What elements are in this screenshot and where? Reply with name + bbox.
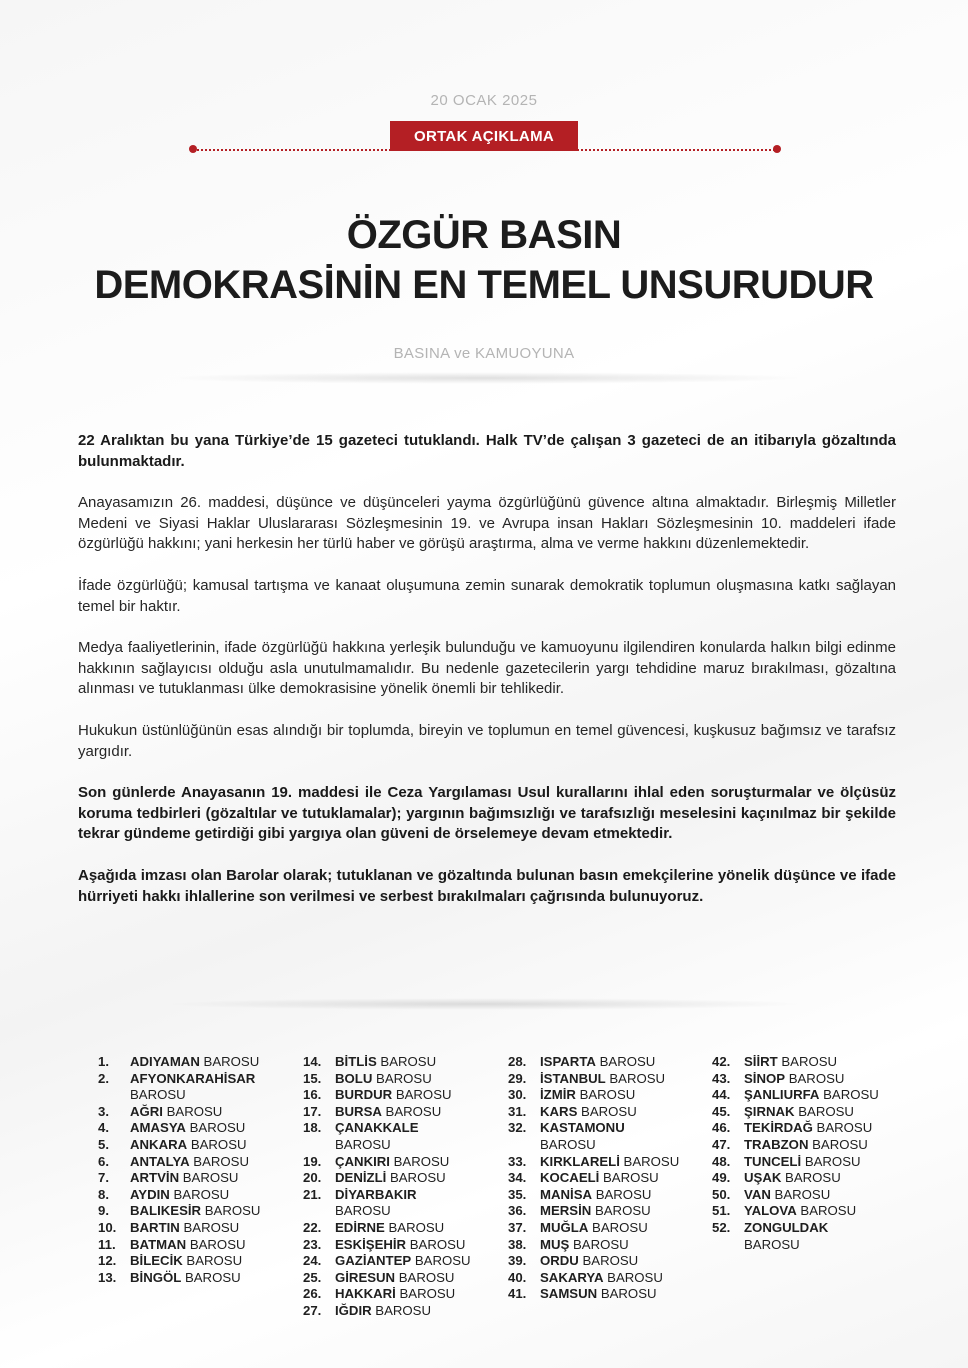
bar-label (130, 1270, 270, 1287)
bar-label (335, 1170, 475, 1187)
bar-list-item (508, 1071, 680, 1088)
bar-label (540, 1170, 680, 1187)
bar-number: 21. (303, 1186, 322, 1202)
bar-list-item (712, 1170, 884, 1187)
bar-number: 23. (303, 1236, 322, 1252)
divider-dot-right (773, 145, 781, 153)
bar-name: HAKKARİ (335, 1286, 396, 1302)
bar-name: BURDUR (335, 1087, 393, 1103)
bar-number: 15. (303, 1070, 322, 1086)
bar-suffix: BAROSU (794, 1103, 854, 1119)
bar-name: SİNOP (744, 1070, 786, 1086)
bar-number: 43. (712, 1070, 731, 1086)
bar-list-item (303, 1303, 475, 1320)
bar-label (335, 1154, 475, 1171)
bar-name: ISPARTA (540, 1054, 596, 1069)
divider-shadow-top (160, 372, 808, 384)
bar-number: 12. (98, 1253, 117, 1269)
bar-label (744, 1187, 884, 1204)
bar-suffix: BAROSU (335, 1136, 391, 1152)
bar-suffix: BAROSU (179, 1219, 240, 1235)
subtitle: BASINA ve KAMUOYUNA (393, 345, 575, 362)
bar-suffix: BAROSU (540, 1136, 596, 1152)
bar-suffix: BAROSU (395, 1286, 456, 1302)
bar-suffix: BAROSU (179, 1170, 239, 1186)
bar-label (335, 1054, 475, 1071)
bar-list-item (712, 1187, 884, 1204)
bar-list-column-4 (712, 1054, 884, 1253)
bar-number: 34. (508, 1170, 527, 1186)
bar-number: 32. (508, 1120, 527, 1136)
bar-suffix: BAROSU (201, 1203, 261, 1219)
bar-number: 41. (508, 1286, 527, 1302)
bar-number: 36. (508, 1203, 527, 1219)
bar-list-item (712, 1071, 884, 1088)
bar-name: İZMİR (540, 1087, 576, 1103)
bar-number: 24. (303, 1253, 322, 1269)
bar-name: ÇANKIRI (335, 1153, 390, 1169)
bar-suffix: BAROSU (386, 1170, 446, 1186)
date: 20 OCAK 2025 (430, 92, 538, 109)
bar-list-item (508, 1237, 680, 1254)
bar-label (540, 1286, 680, 1303)
bar-suffix: BAROSU (785, 1070, 845, 1086)
bar-number: 48. (712, 1153, 731, 1169)
bar-suffix: BAROSU (372, 1070, 432, 1086)
bar-list-item (712, 1104, 884, 1121)
bar-list-item (508, 1087, 680, 1104)
bar-suffix: BAROSU (777, 1054, 838, 1069)
bar-suffix: BAROSU (181, 1269, 241, 1285)
bar-label (744, 1203, 884, 1220)
bar-name: BALIKESİR (130, 1203, 202, 1219)
bar-name: SAMSUN (540, 1286, 598, 1302)
bar-label (744, 1087, 884, 1104)
bar-name: İSTANBUL (540, 1070, 606, 1086)
bar-list-item (303, 1054, 475, 1071)
bar-number: 13. (98, 1269, 117, 1285)
bar-list-column-2 (303, 1054, 475, 1320)
bar-list-item (98, 1187, 270, 1204)
bar-name: ŞANLIURFA (744, 1087, 820, 1103)
bar-suffix: BAROSU (389, 1153, 450, 1169)
bar-list-item (98, 1120, 270, 1137)
bar-number: 11. (98, 1236, 116, 1252)
bar-number: 42. (712, 1054, 731, 1069)
bar-name: AMASYA (130, 1120, 186, 1136)
bar-name: UŞAK (744, 1170, 782, 1186)
paragraph: Son günlerde Anayasanın 19. maddesi ile Ceza Yargılaması Usul kurallarını ihlal eden soruşturmalar ve ölçüsüz koruma tedbirleri (gözaltılar ve tutuklamalar); yargının bağımsızlığı ve tarafsızlığı meselesini kaçınılmaz bir şekilde tekrar gündeme getirdiği gibi yargıya olan güveni de örselemeye devam etmektedir. (78, 784, 896, 843)
bar-suffix: BAROSU (605, 1070, 666, 1086)
bar-number: 40. (508, 1269, 527, 1285)
bar-list-item (98, 1104, 270, 1121)
bar-number: 28. (508, 1054, 527, 1069)
title-line-2: DEMOKRASİNİN EN TEMEL UNSURUDUR (94, 263, 874, 307)
paragraph: İfade özgürlüğü; kamusal tartışma ve kanaat oluşumuna zemin sunarak demokratik toplumun oluşmasına katkı sağlayan temel bir haktır. (78, 576, 896, 615)
bar-number: 49. (712, 1170, 731, 1186)
bar-number: 18. (303, 1120, 322, 1136)
bar-label (335, 1087, 475, 1104)
bar-label (130, 1120, 270, 1137)
bar-label (335, 1286, 475, 1303)
bar-number: 39. (508, 1253, 527, 1269)
bar-name: BURSA (335, 1103, 382, 1119)
bar-number: 4. (98, 1120, 109, 1136)
bar-number: 44. (712, 1087, 731, 1103)
bar-name: BARTIN (130, 1219, 180, 1235)
bar-name: ARTVİN (130, 1170, 180, 1186)
bar-name: ADIYAMAN (130, 1054, 200, 1069)
bar-label (335, 1237, 475, 1254)
bar-list-item (712, 1120, 884, 1137)
bar-number: 8. (98, 1186, 109, 1202)
bar-label (335, 1253, 475, 1270)
bar-label (540, 1253, 680, 1270)
bar-list-item (303, 1270, 475, 1287)
bar-name: BİLECİK (130, 1253, 183, 1269)
bar-list-item (98, 1170, 270, 1187)
bar-label (130, 1054, 270, 1071)
bar-list-item (712, 1087, 884, 1104)
bar-list-item (98, 1137, 270, 1154)
bar-label (540, 1203, 680, 1220)
bar-label (130, 1237, 270, 1254)
bar-number: 19. (303, 1153, 322, 1169)
bar-suffix: BAROSU (578, 1253, 639, 1269)
bar-name: GİRESUN (335, 1269, 396, 1285)
bar-number: 30. (508, 1087, 527, 1103)
bar-name: MUŞ (540, 1236, 570, 1252)
bar-list-item (98, 1154, 270, 1171)
bar-list-item (303, 1170, 475, 1187)
bar-name: AĞRI (130, 1103, 163, 1119)
bar-number: 10. (98, 1219, 117, 1235)
bar-label (540, 1071, 680, 1088)
bar-label (540, 1087, 680, 1104)
bar-name: MUĞLA (540, 1219, 589, 1235)
bar-name: ORDU (540, 1253, 579, 1269)
bar-list-item (98, 1220, 270, 1237)
bar-label (744, 1170, 884, 1187)
bar-label (540, 1220, 680, 1237)
bar-list-item (508, 1154, 680, 1171)
bar-label (130, 1187, 270, 1204)
bar-name: EDİRNE (335, 1219, 385, 1235)
bar-number: 51. (712, 1203, 731, 1219)
bar-label (744, 1154, 884, 1171)
bar-number: 45. (712, 1103, 731, 1119)
bar-suffix: BAROSU (599, 1170, 659, 1186)
bar-list-item (712, 1220, 884, 1253)
bar-number: 20. (303, 1170, 322, 1186)
bar-label (540, 1237, 680, 1254)
bar-list-item (712, 1054, 884, 1071)
bar-name: BİTLİS (335, 1054, 377, 1069)
bar-list-item (303, 1286, 475, 1303)
statement-body (78, 431, 896, 928)
bar-name: TEKİRDAĞ (744, 1120, 813, 1136)
bar-label (130, 1253, 270, 1270)
paragraph: 22 Aralıktan bu yana Türkiye’de 15 gazeteci tutuklandı. Halk TV’de çalışan 3 gazeteci de an itibarıyla gözaltında bulunmaktadır. (78, 432, 896, 470)
bar-suffix: BAROSU (335, 1203, 391, 1219)
bar-name: ANTALYA (130, 1153, 190, 1169)
bar-name: BATMAN (130, 1236, 187, 1252)
bar-label (335, 1187, 475, 1220)
bar-suffix: BAROSU (819, 1087, 879, 1103)
bar-list-item (508, 1054, 680, 1071)
bar-name: MERSİN (540, 1203, 592, 1219)
bar-list-item (508, 1170, 680, 1187)
bar-label (744, 1137, 884, 1154)
joint-statement-badge: ORTAK AÇIKLAMA (390, 121, 578, 151)
bar-label (130, 1071, 270, 1104)
bar-label (335, 1120, 475, 1153)
bar-suffix: BAROSU (376, 1054, 437, 1069)
bar-name: MANİSA (540, 1186, 593, 1202)
paragraph: Aşağıda imzası olan Barolar olarak; tutuklanan ve gözaltında bulunan basın emekçilerine yönelik düşünce ve ifade hürriyeti hakkı ihlallerine son verilmesi ve serbest bırakılmaları çağrısında bulunuyoruz. (78, 866, 896, 905)
title-line-1: ÖZGÜR BASIN (346, 213, 622, 257)
page-title (0, 210, 968, 310)
divider-shadow-bottom (160, 998, 808, 1010)
bar-name: BOLU (335, 1070, 373, 1086)
bar-number: 37. (508, 1219, 527, 1235)
bar-list-item (508, 1187, 680, 1204)
bar-name: SAKARYA (540, 1269, 604, 1285)
bar-label (744, 1071, 884, 1088)
bar-list-item (303, 1253, 475, 1270)
bar-suffix: BAROSU (189, 1153, 249, 1169)
bar-list-item (303, 1187, 475, 1220)
bar-label (130, 1137, 270, 1154)
bar-number: 50. (712, 1186, 731, 1202)
bar-suffix: BAROSU (187, 1136, 247, 1152)
bar-number: 16. (303, 1087, 322, 1103)
bar-suffix: BAROSU (569, 1236, 629, 1252)
bar-name: AFYONKARAHİSAR (130, 1070, 256, 1086)
bar-label (540, 1104, 680, 1121)
bar-name: TUNCELİ (744, 1153, 802, 1169)
bar-list-item (712, 1137, 884, 1154)
bar-label (335, 1071, 475, 1088)
bar-number: 3. (98, 1103, 109, 1119)
bar-label (540, 1054, 680, 1071)
bar-list-item (303, 1237, 475, 1254)
bar-number: 6. (98, 1153, 109, 1169)
bar-suffix: BAROSU (411, 1253, 471, 1269)
bar-suffix: BAROSU (744, 1236, 800, 1252)
bar-name: DENİZLİ (335, 1170, 387, 1186)
bar-name: KASTAMONU (540, 1120, 625, 1136)
bar-name: VAN (744, 1186, 771, 1202)
bar-number: 5. (98, 1136, 109, 1152)
bar-suffix: BAROSU (162, 1103, 223, 1119)
bar-suffix: BAROSU (577, 1103, 637, 1119)
bar-suffix: BAROSU (603, 1269, 663, 1285)
bar-list-item (508, 1203, 680, 1220)
bar-list-item (712, 1203, 884, 1220)
bar-list-item (508, 1220, 680, 1237)
bar-suffix: BAROSU (781, 1170, 841, 1186)
bar-suffix: BAROSU (597, 1286, 657, 1302)
bar-label (744, 1120, 884, 1137)
bar-list-item (98, 1054, 270, 1071)
bar-number: 46. (712, 1120, 731, 1136)
bar-number: 2. (98, 1070, 109, 1086)
bar-list-item (98, 1071, 270, 1104)
bar-label (744, 1220, 884, 1253)
bar-list-column-3 (508, 1054, 680, 1303)
bar-list-item (303, 1104, 475, 1121)
bar-list-item (508, 1286, 680, 1303)
bar-label (540, 1120, 680, 1153)
bar-suffix: BAROSU (575, 1087, 636, 1103)
bar-label (335, 1303, 475, 1320)
bar-list-item (303, 1120, 475, 1153)
bar-list-column-1 (98, 1054, 270, 1286)
bar-suffix: BAROSU (592, 1186, 652, 1202)
bar-number: 26. (303, 1286, 322, 1302)
bar-number: 25. (303, 1269, 322, 1285)
bar-name: ZONGULDAK (744, 1219, 829, 1235)
bar-suffix: BAROSU (384, 1219, 445, 1235)
bar-label (744, 1054, 884, 1071)
bar-suffix: BAROSU (381, 1103, 442, 1119)
bar-list-item (98, 1237, 270, 1254)
bar-suffix: BAROSU (770, 1186, 831, 1202)
bar-name: ESKİŞEHİR (335, 1236, 407, 1252)
bar-label (130, 1104, 270, 1121)
paragraph: Anayasamızın 26. maddesi, düşünce ve düşünceleri yayma özgürlüğünü güvence altına almaktadır. Birleşmiş Milletler Medeni ve Siyasi Haklar Uluslararası Sözleşmesinin 19. ve Avrupa insan Hakları Sözleşmesinin 10. maddeleri ifade özgürlüğü hakkını; yani herkesin her türlü haber ve görüşü araştırma, alma ve verme hakkını düzenlemektedir. (78, 494, 896, 553)
bar-label (335, 1104, 475, 1121)
bar-label (540, 1154, 680, 1171)
bar-suffix: BAROSU (812, 1120, 873, 1136)
bar-number: 9. (98, 1203, 109, 1219)
bar-name: AYDIN (130, 1186, 170, 1202)
bar-number: 1. (98, 1054, 109, 1069)
bar-suffix: BAROSU (186, 1236, 246, 1252)
bar-name: KIRKLARELİ (540, 1153, 620, 1169)
bar-list-item (508, 1253, 680, 1270)
bar-label (130, 1170, 270, 1187)
bar-suffix: BAROSU (182, 1253, 243, 1269)
paragraph: Medya faaliyetlerinin, ifade özgürlüğü hakkına yerleşik bulunduğu ve kamuoyunu ilgilendiren konularda halkın bilgi edinme hakkının sağlayıcısı olduğu asla unutulmamalıdır. Bu nedenle gazetecilerin yargı tehdidine maruz bırakılması, gözaltına alınması ve tutuklanması ülke demokrasisine yönelik önemli bir tehlikedir. (78, 639, 896, 698)
bar-number: 27. (303, 1302, 322, 1318)
bar-suffix: BAROSU (185, 1120, 246, 1136)
bar-suffix: BAROSU (392, 1087, 452, 1103)
bar-suffix: BAROSU (595, 1054, 656, 1069)
bar-list-item (508, 1104, 680, 1121)
bar-suffix: BAROSU (395, 1269, 455, 1285)
paragraph: Hukukun üstünlüğünün esas alındığı bir toplumda, bireyin ve toplumun en temel güvencesi, kuşkusuz bağımsız ve tarafsız yargıdır. (78, 721, 896, 760)
bar-number: 35. (508, 1186, 527, 1202)
bar-list-item (303, 1087, 475, 1104)
bar-name: GAZİANTEP (335, 1253, 412, 1269)
bar-label (130, 1220, 270, 1237)
bar-number: 29. (508, 1070, 527, 1086)
bar-suffix: BAROSU (808, 1136, 868, 1152)
bar-name: ÇANAKKALE (335, 1120, 419, 1136)
bar-list-item (303, 1154, 475, 1171)
bar-number: 52. (712, 1219, 731, 1235)
bar-suffix: BAROSU (371, 1302, 431, 1318)
bar-suffix: BAROSU (619, 1153, 680, 1169)
bar-suffix: BAROSU (199, 1054, 260, 1069)
bar-name: DİYARBAKIR (335, 1186, 417, 1202)
bar-list-item (98, 1203, 270, 1220)
bar-label (540, 1187, 680, 1204)
bar-number: 38. (508, 1236, 527, 1252)
bar-number: 14. (303, 1054, 322, 1069)
bar-suffix: BAROSU (796, 1203, 857, 1219)
bar-suffix: BAROSU (130, 1087, 186, 1103)
bar-name: ANKARA (130, 1136, 188, 1152)
bar-number: 17. (303, 1103, 322, 1119)
bar-number: 31. (508, 1103, 527, 1119)
bar-list-item (98, 1270, 270, 1287)
bar-suffix: BAROSU (588, 1219, 648, 1235)
bar-name: KARS (540, 1103, 578, 1119)
bar-name: SİİRT (744, 1054, 778, 1069)
bar-label (744, 1104, 884, 1121)
bar-suffix: BAROSU (169, 1186, 230, 1202)
bar-number: 22. (303, 1219, 322, 1235)
bar-suffix: BAROSU (591, 1203, 651, 1219)
bar-label (130, 1203, 270, 1220)
bar-list-item (303, 1220, 475, 1237)
bar-number: 33. (508, 1153, 527, 1169)
bar-name: ŞIRNAK (744, 1103, 795, 1119)
bar-name: IĞDIR (335, 1302, 372, 1318)
bar-name: KOCAELİ (540, 1170, 600, 1186)
bar-label (335, 1270, 475, 1287)
bar-name: YALOVA (744, 1203, 797, 1219)
bar-suffix: BAROSU (406, 1236, 466, 1252)
bar-suffix: BAROSU (801, 1153, 861, 1169)
bar-label (540, 1270, 680, 1287)
bar-list-item (508, 1270, 680, 1287)
bar-list-item (508, 1120, 680, 1153)
bar-number: 47. (712, 1136, 731, 1152)
bar-label (335, 1220, 475, 1237)
bar-list-item (712, 1154, 884, 1171)
bar-label (130, 1154, 270, 1171)
divider-dot-left (189, 145, 197, 153)
bar-name: BİNGÖL (130, 1269, 182, 1285)
bar-list-item (98, 1253, 270, 1270)
bar-list-item (303, 1071, 475, 1088)
bar-name: TRABZON (744, 1136, 809, 1152)
bar-number: 7. (98, 1170, 109, 1186)
